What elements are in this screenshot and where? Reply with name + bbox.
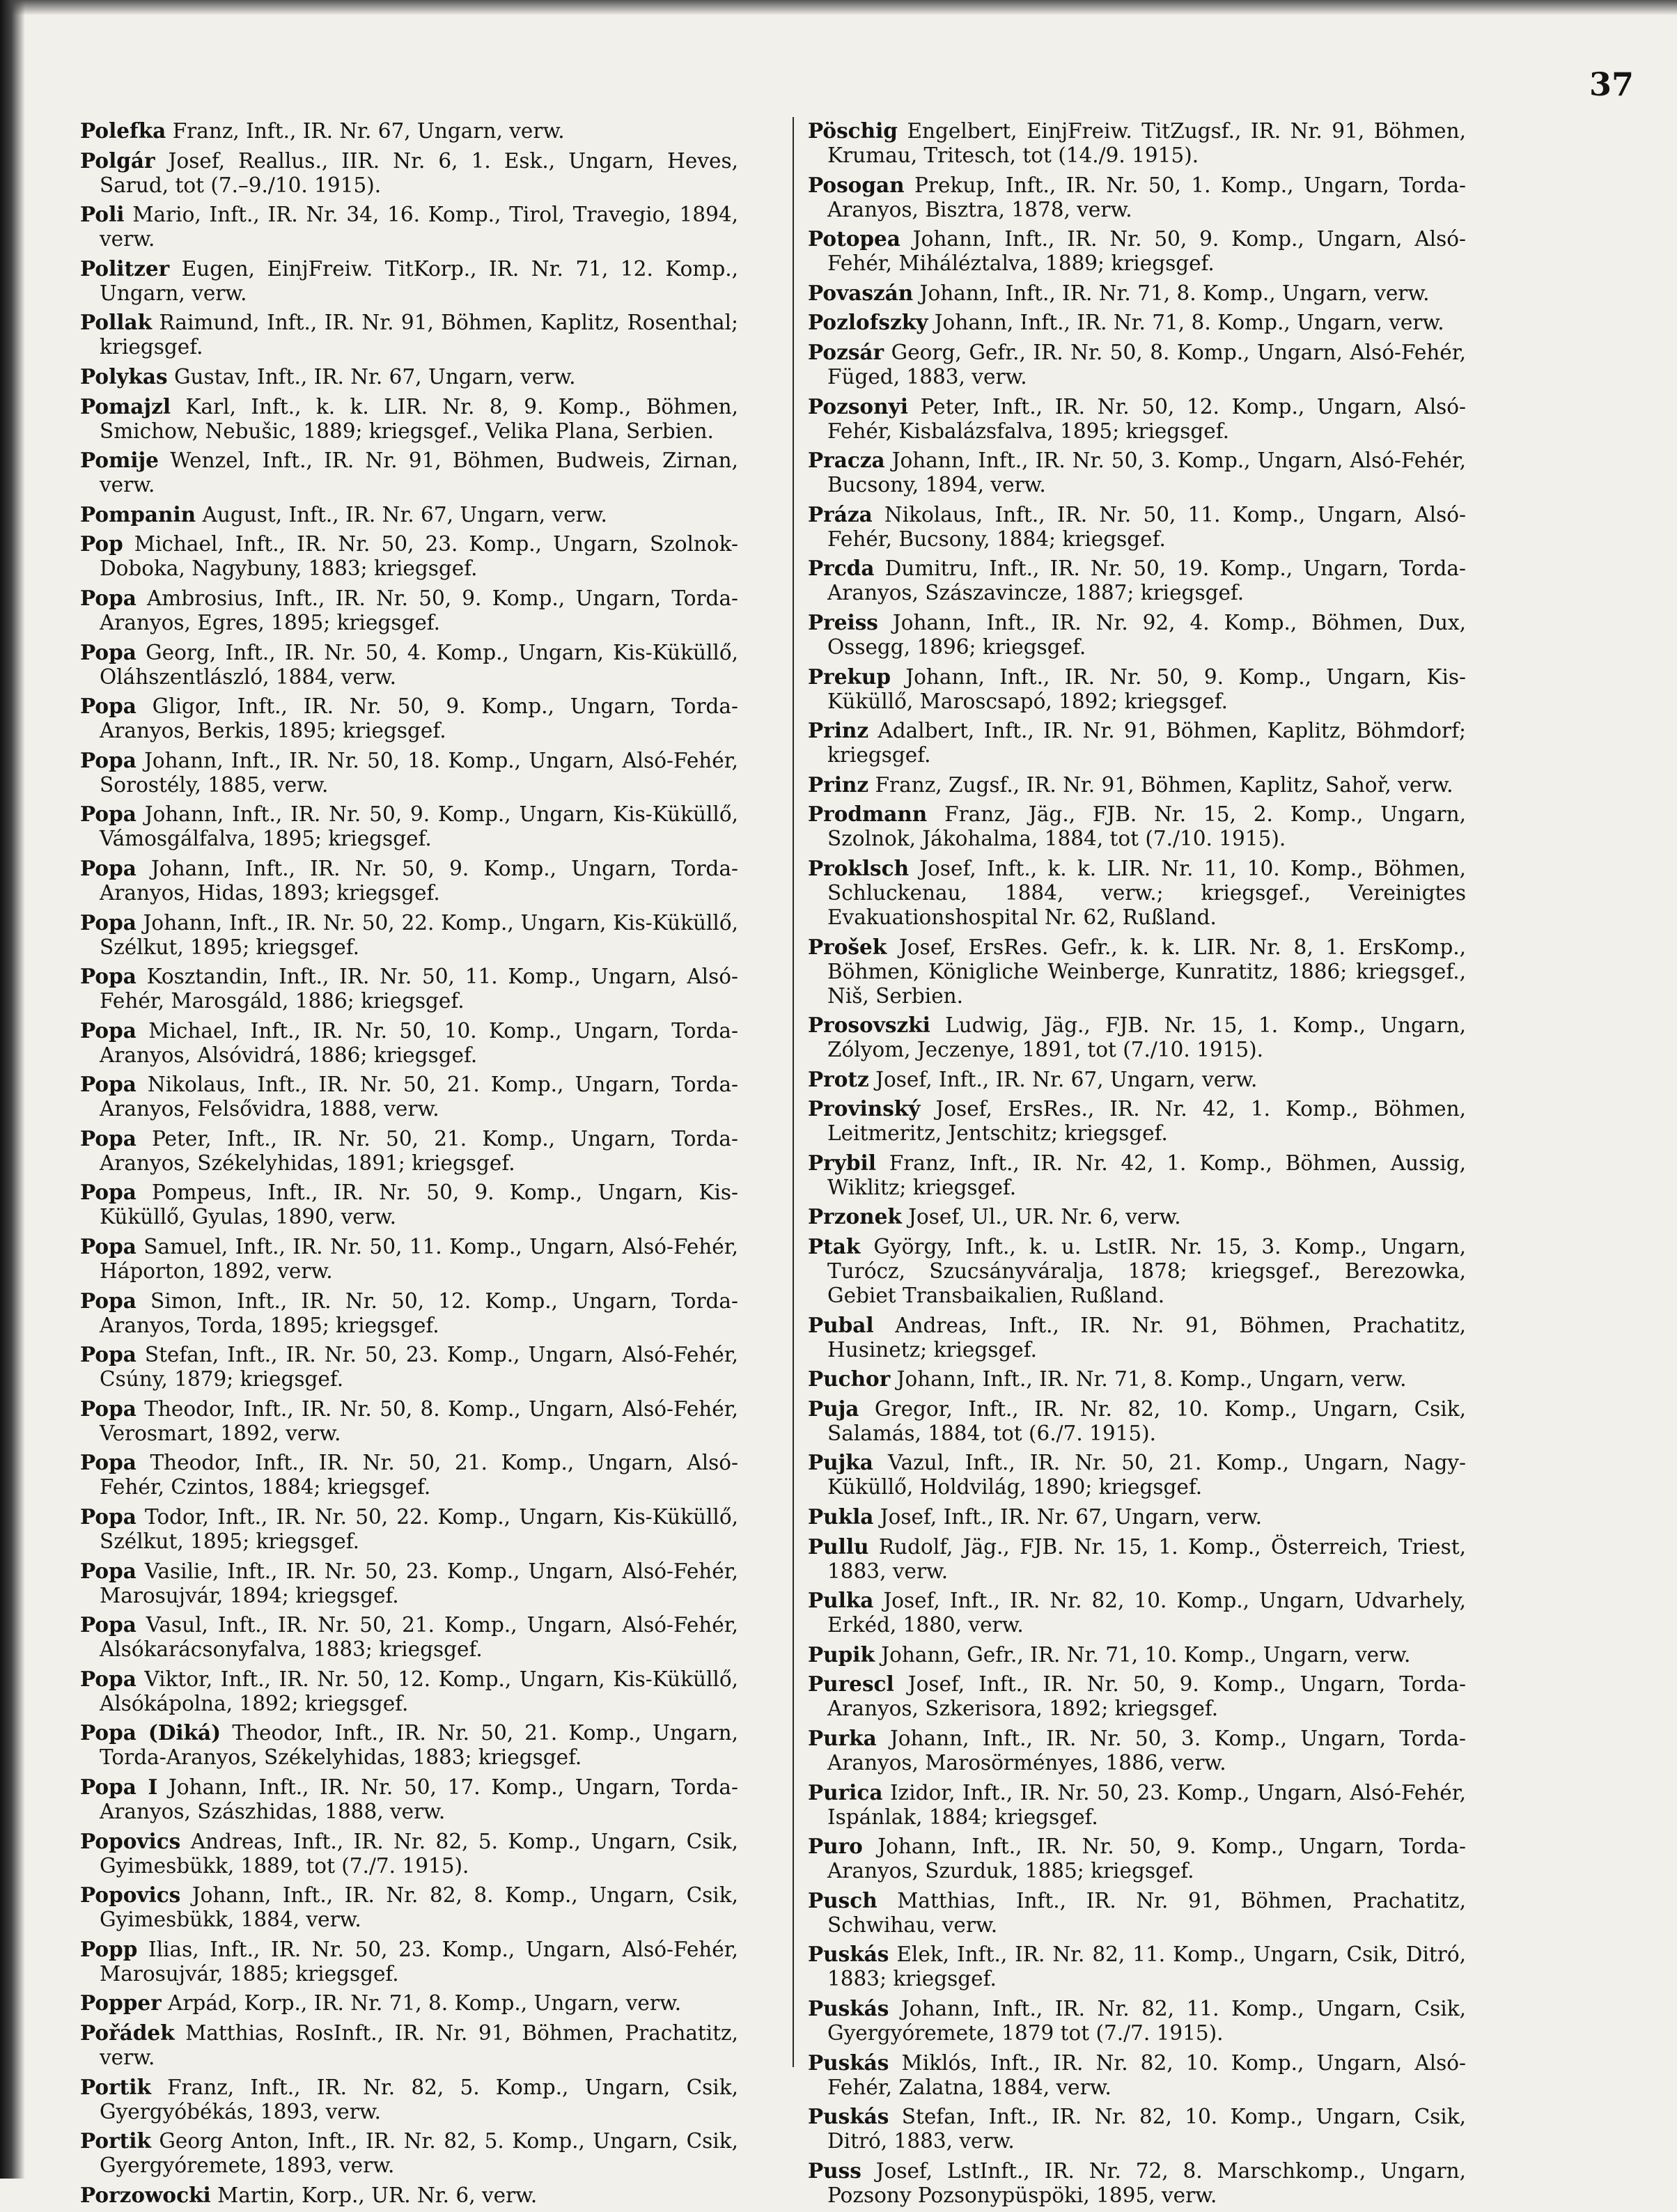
- entry-details: György, Inft., k. u. LstIR. Nr. 15, 3. Komp., Ungarn, Turócz, Szucsányváralja, 1878; kriegsgef., Berezowka, Gebiet Transbaikalien, Rußland.: [827, 1235, 1466, 1308]
- entry-details: Arpád, Korp., IR. Nr. 71, 8. Komp., Ungarn, verw.: [168, 1991, 682, 2016]
- register-entry: [80, 202, 738, 251]
- entry-details: Georg, Inft., IR. Nr. 50, 4. Komp., Ungarn, Kis-Küküllő, Oláhszentlászló, 1884, verw.: [100, 640, 738, 689]
- entry-surname: Purica: [808, 1779, 883, 1805]
- register-entry: [80, 1234, 738, 1284]
- entry-surname: Pozsár: [808, 339, 884, 364]
- entry-details: Gustav, Inft., IR. Nr. 67, Ungarn, verw.: [173, 364, 576, 389]
- register-entry: [808, 281, 1466, 306]
- column-divider: [793, 117, 794, 2067]
- entry-surname: Purescl: [808, 1672, 894, 1697]
- register-entry: [80, 802, 738, 851]
- entry-details: Franz, Inft., IR. Nr. 42, 1. Komp., Böhmen, Aussig, Wiklitz; kriegsgef.: [827, 1151, 1466, 1199]
- entry-details: Johann, Inft., IR. Nr. 50, 22. Komp., Ungarn, Kis-Küküllő, Szélkut, 1895; kriegsgef.: [100, 910, 738, 959]
- entry-surname: Popa: [80, 855, 136, 880]
- entry-details: Engelbert, EinjFreiw. TitZugsf., IR. Nr. 91, Böhmen, Krumau, Tritesch, tot (14./9. 1915).: [827, 119, 1466, 167]
- entry-surname: Popa: [80, 1342, 136, 1367]
- entry-details: Kosztandin, Inft., IR. Nr. 50, 11. Komp., Ungarn, Alsó-Fehér, Marosgáld, 1886; kriegsgef.: [100, 965, 738, 1013]
- entry-details: Ludwig, Jäg., FJB. Nr. 15, 1. Komp., Ungarn, Zólyom, Jeczenye, 1891, tot (7./10. 1915).: [827, 1013, 1466, 1062]
- entry-details: Josef, Inft., IR. Nr. 50, 9. Komp., Ungarn, Torda-Aranyos, Szkerisora, 1892; kriegsgef.: [827, 1672, 1466, 1721]
- entry-surname: Popa: [80, 1612, 136, 1637]
- entry-surname: Posogan: [808, 172, 905, 197]
- entry-details: Michael, Inft., IR. Nr. 50, 23. Komp., Ungarn, Szolnok-Doboka, Nagybuny, 1883; kriegsgef.: [100, 532, 738, 581]
- entry-details: Michael, Inft., IR. Nr. 50, 10. Komp., Ungarn, Torda-Aranyos, Alsóvidrá, 1886; kriegsgef.: [100, 1018, 738, 1067]
- register-entry: [80, 531, 738, 581]
- register-entry: [808, 1888, 1466, 1938]
- entry-details: Josef, Inft., IR. Nr. 82, 10. Komp., Ungarn, Udvarhely, Erkéd, 1880, verw.: [827, 1589, 1466, 1637]
- entry-surname: Pop: [80, 531, 123, 556]
- entry-details: Franz, Jäg., FJB. Nr. 15, 2. Komp., Ungarn, Szolnok, Jákohalma, 1884, tot (7./10. 1915).: [827, 802, 1466, 851]
- register-entry: [808, 1313, 1466, 1362]
- entry-details: Karl, Inft., k. k. LIR. Nr. 8, 9. Komp., Böhmen, Smichow, Nebušic, 1889; kriegsgef., Velika Plana, Serbien.: [100, 394, 738, 443]
- register-entry: [80, 856, 738, 905]
- entry-details: Josef, ErsRes., IR. Nr. 42, 1. Komp., Böhmen, Leitmeritz, Jentschitz; kriegsgef.: [827, 1097, 1466, 1146]
- entry-surname: Prybil: [808, 1150, 876, 1175]
- entry-details: Andreas, Inft., IR. Nr. 91, Böhmen, Prachatitz, Husinetz; kriegsgef.: [827, 1313, 1466, 1362]
- entry-details: Eugen, EinjFreiw. TitKorp., IR. Nr. 71, 12. Komp., Ungarn, verw.: [100, 256, 738, 305]
- entry-details: Peter, Inft., IR. Nr. 50, 12. Komp., Ungarn, Alsó-Fehér, Kisbalázsfalva, 1895; kriegsgef.: [827, 394, 1466, 443]
- entry-surname: Puchor: [808, 1366, 891, 1392]
- entry-details: Franz, Zugsf., IR. Nr. 91, Böhmen, Kaplitz, Sahoř, verw.: [875, 772, 1453, 797]
- entry-surname: Popa: [80, 910, 136, 935]
- register-entry: [80, 694, 738, 743]
- entry-details: Nikolaus, Inft., IR. Nr. 50, 11. Komp., Ungarn, Alsó-Fehér, Bucsony, 1884; kriegsgef.: [827, 502, 1466, 551]
- entry-surname: Portik: [80, 2128, 151, 2153]
- entry-details: Andreas, Inft., IR. Nr. 82, 5. Komp., Ungarn, Csik, Gyimesbükk, 1889, tot (7./7. 1915).: [100, 1829, 738, 1878]
- register-entry: [80, 1288, 738, 1338]
- entry-details: Dumitru, Inft., IR. Nr. 50, 19. Komp., Ungarn, Torda-Aranyos, Szászavincze, 1887; kriegsgef.: [827, 556, 1466, 605]
- entry-surname: Portik: [80, 2074, 151, 2099]
- register-entry: [808, 1942, 1466, 1991]
- entry-details: Izidor, Inft., IR. Nr. 50, 23. Komp., Ungarn, Alsó-Fehér, Ispánlak, 1884; kriegsgef.: [827, 1780, 1466, 1829]
- entry-details: Johann, Inft., IR. Nr. 71, 8. Komp., Ungarn, verw.: [934, 311, 1444, 335]
- entry-surname: Popovics: [80, 1828, 181, 1853]
- register-entry: [80, 964, 738, 1013]
- entry-surname: Poli: [80, 202, 125, 227]
- entry-surname: Prinz: [808, 772, 869, 797]
- entry-surname: Pujka: [808, 1450, 873, 1475]
- register-entry: [80, 1667, 738, 1716]
- entry-surname: Popa: [80, 1072, 136, 1097]
- entry-details: Wenzel, Inft., IR. Nr. 91, Böhmen, Budweis, Zirnan, verw.: [100, 449, 738, 497]
- entry-surname: Prosovszki: [808, 1013, 930, 1038]
- entry-surname: Pollak: [80, 310, 153, 335]
- entry-details: Simon, Inft., IR. Nr. 50, 12. Komp., Ungarn, Torda-Aranyos, Torda, 1895; kriegsgef.: [100, 1288, 738, 1337]
- register-entry: [808, 1504, 1466, 1529]
- entry-surname: Popa: [80, 1288, 136, 1313]
- entry-details: Johann, Inft., IR. Nr. 92, 4. Komp., Böhmen, Dux, Ossegg, 1896; kriegsgef.: [827, 610, 1466, 659]
- entry-surname: Popa: [80, 1126, 136, 1151]
- register-entry: [808, 1013, 1466, 1062]
- entry-details: Johann, Inft., IR. Nr. 50, 9. Komp., Ungarn, Kis-Küküllő, Maroscsapó, 1892; kriegsgef.: [827, 664, 1466, 713]
- entry-details: Prekup, Inft., IR. Nr. 50, 1. Komp., Ungarn, Torda-Aranyos, Bisztra, 1878, verw.: [827, 173, 1466, 221]
- entry-details: Theodor, Inft., IR. Nr. 50, 21. Komp., Ungarn, Torda-Aranyos, Székelyhidas, 1883; kriegsgef.: [100, 1721, 738, 1770]
- register-entry: [808, 1096, 1466, 1146]
- entry-surname: Pupik: [808, 1642, 875, 1667]
- entry-surname: Popa: [80, 1450, 136, 1475]
- entry-surname: Pořádek: [80, 2020, 175, 2045]
- register-entry: [80, 1612, 738, 1662]
- register-entry: [808, 935, 1466, 1008]
- register-entry: [808, 1588, 1466, 1637]
- entry-surname: Polgár: [80, 148, 155, 173]
- entry-surname: Popa: [80, 1558, 136, 1583]
- register-entry: [80, 586, 738, 635]
- entry-details: Matthias, RosInft., IR. Nr. 91, Böhmen, Prachatitz, verw.: [100, 2020, 738, 2069]
- entry-details: Theodor, Inft., IR. Nr. 50, 8. Komp., Ungarn, Alsó-Fehér, Verosmart, 1892, verw.: [100, 1396, 738, 1445]
- entry-surname: Preiss: [808, 609, 878, 634]
- entry-details: Josef, LstInft., IR. Nr. 72, 8. Marschkomp., Ungarn, Pozsony Pozsonypüspöki, 1895, verw.: [827, 2158, 1466, 2207]
- register-entry: [808, 1834, 1466, 1883]
- register-entry: [808, 610, 1466, 660]
- entry-surname: Prinz: [808, 718, 869, 743]
- entry-details: Miklós, Inft., IR. Nr. 82, 10. Komp., Ungarn, Alsó-Fehér, Zalatna, 1884, verw.: [827, 2050, 1466, 2099]
- entry-details: Rudolf, Jäg., FJB. Nr. 15, 1. Komp., Österreich, Triest, 1883, verw.: [827, 1534, 1466, 1583]
- entry-surname: Potopea: [808, 226, 900, 251]
- entry-details: Johann, Inft., IR. Nr. 82, 8. Komp., Ungarn, Csik, Gyimesbükk, 1884, verw.: [100, 1883, 738, 1932]
- register-entry: [80, 2183, 738, 2208]
- register-entry: [80, 148, 738, 198]
- entry-surname: Puskás: [808, 2050, 889, 2075]
- entry-details: Franz, Inft., IR. Nr. 67, Ungarn, verw.: [172, 119, 565, 143]
- register-entry: [80, 1018, 738, 1068]
- entry-surname: Puja: [808, 1396, 859, 1421]
- entry-surname: Pomije: [80, 448, 159, 473]
- entry-surname: Pulka: [808, 1588, 874, 1613]
- register-entry: [80, 1991, 738, 2016]
- entry-details: Josef, Inft., IR. Nr. 67, Ungarn, verw.: [880, 1505, 1263, 1529]
- entry-details: Johann, Inft., IR. Nr. 50, 9. Komp., Ungarn, Kis-Küküllő, Vámosgálfalva, 1895; kriegsgef.: [100, 802, 738, 851]
- entry-surname: Purka: [808, 1726, 877, 1750]
- entry-surname: Popa: [80, 585, 136, 610]
- entry-surname: Puskás: [808, 1942, 889, 1967]
- entry-surname: Pozsonyi: [808, 394, 908, 419]
- entry-surname: Provinský: [808, 1096, 921, 1121]
- entry-details: Johann, Inft., IR. Nr. 50, 3. Komp., Ungarn, Torda-Aranyos, Marosörményes, 1886, verw.: [827, 1727, 1466, 1775]
- register-entry: [808, 1151, 1466, 1200]
- register-entry: [808, 1366, 1466, 1392]
- register-entry: [808, 2158, 1466, 2208]
- entry-surname: Práza: [808, 501, 873, 527]
- entry-surname: Proklsch: [808, 855, 910, 880]
- register-entry: [80, 1180, 738, 1229]
- left-column: [80, 118, 738, 2212]
- entry-details: Stefan, Inft., IR. Nr. 50, 23. Komp., Ungarn, Alsó-Fehér, Csúny, 1879; kriegsgef.: [100, 1343, 738, 1392]
- entry-surname: Pöschig: [808, 118, 898, 143]
- register-entry: [808, 718, 1466, 768]
- entry-surname: Prekup: [808, 664, 891, 689]
- entry-surname: Popa: [80, 1180, 136, 1205]
- register-entry: [808, 1396, 1466, 1446]
- entry-details: Gligor, Inft., IR. Nr. 50, 9. Komp., Ungarn, Torda-Aranyos, Berkis, 1895; kriegsgef.: [100, 694, 738, 743]
- entry-surname: Porzowocki: [80, 2182, 211, 2207]
- register-entry: [808, 802, 1466, 851]
- entry-surname: Popper: [80, 1991, 162, 2016]
- scan-binding-shadow: [0, 0, 25, 2179]
- register-entry: [80, 910, 738, 960]
- entry-surname: Protz: [808, 1066, 869, 1091]
- entry-surname: Pomajzl: [80, 394, 171, 419]
- register-entry: [808, 1672, 1466, 1721]
- register-entry: [808, 772, 1466, 797]
- entry-surname: Przonek: [808, 1204, 902, 1229]
- entry-surname: Puss: [808, 2158, 861, 2183]
- entry-details: Josef, Reallus., IIR. Nr. 6, 1. Esk., Ungarn, Heves, Sarud, tot (7.–9./10. 1915).: [100, 148, 738, 197]
- entry-details: Vazul, Inft., IR. Nr. 50, 21. Komp., Ungarn, Nagy-Küküllő, Holdvilág, 1890; kriegsgef.: [827, 1451, 1466, 1500]
- entry-surname: Popa: [80, 1018, 136, 1043]
- entry-surname: Pracza: [808, 448, 885, 473]
- register-entry: [80, 1072, 738, 1121]
- register-entry: [808, 2104, 1466, 2153]
- register-entry: [80, 1126, 738, 1176]
- entry-details: Nikolaus, Inft., IR. Nr. 50, 21. Komp., Ungarn, Torda-Aranyos, Felsővidra, 1888, verw.: [100, 1073, 738, 1121]
- entry-surname: Pusch: [808, 1887, 878, 1913]
- register-entry: [808, 1534, 1466, 1584]
- register-entry: [80, 1829, 738, 1878]
- register-entry: [80, 2075, 738, 2124]
- entry-surname: Popa: [80, 1504, 136, 1529]
- entry-surname: Popa: [80, 1234, 136, 1259]
- entry-details: Pompeus, Inft., IR. Nr. 50, 9. Komp., Ungarn, Kis-Küküllő, Gyulas, 1890, verw.: [100, 1181, 738, 1229]
- entry-details: Johann, Inft., IR. Nr. 50, 9. Komp., Ungarn, Torda-Aranyos, Hidas, 1893; kriegsgef.: [100, 856, 738, 905]
- register-entry: [808, 556, 1466, 605]
- entry-surname: Pompanin: [80, 501, 196, 527]
- register-entry: [80, 1342, 738, 1392]
- entry-details: Georg Anton, Inft., IR. Nr. 82, 5. Komp., Ungarn, Csik, Gyergyóremete, 1893, verw.: [100, 2129, 738, 2178]
- register-entry: [80, 310, 738, 359]
- entry-surname: Prodmann: [808, 802, 928, 827]
- register-entry: [808, 340, 1466, 389]
- page-number: 37: [1589, 65, 1634, 103]
- register-entry: [80, 394, 738, 444]
- register-entry: [808, 226, 1466, 276]
- entry-surname: Prošek: [808, 934, 887, 959]
- register-entry: [808, 1780, 1466, 1830]
- register-entry: [80, 1504, 738, 1554]
- entry-details: Viktor, Inft., IR. Nr. 50, 12. Komp., Ungarn, Kis-Küküllő, Alsókápolna, 1892; kriegsgef.: [100, 1667, 738, 1715]
- entry-surname: Pukla: [808, 1504, 874, 1529]
- entry-details: Ambrosius, Inft., IR. Nr. 50, 9. Komp., Ungarn, Torda-Aranyos, Egres, 1895; kriegsgef.: [100, 586, 739, 634]
- entry-details: Peter, Inft., IR. Nr. 50, 21. Komp., Ungarn, Torda-Aranyos, Székelyhidas, 1891; kriegsgef.: [100, 1126, 738, 1175]
- register-entry: [808, 1450, 1466, 1500]
- entry-surname: Popa: [80, 694, 136, 719]
- register-entry: [808, 1996, 1466, 2046]
- entry-details: Elek, Inft., IR. Nr. 82, 11. Komp., Ungarn, Csik, Ditró, 1883; kriegsgef.: [827, 1942, 1466, 1991]
- entry-details: August, Inft., IR. Nr. 67, Ungarn, verw.: [202, 502, 607, 527]
- entry-details: Adalbert, Inft., IR. Nr. 91, Böhmen, Kaplitz, Böhmdorf; kriegsgef.: [827, 719, 1466, 768]
- entry-details: Johann, Inft., IR. Nr. 50, 9. Komp., Ungarn, Torda-Aranyos, Szurduk, 1885; kriegsgef.: [827, 1835, 1466, 1883]
- register-entry: [808, 394, 1466, 444]
- register-entry: [808, 664, 1466, 714]
- entry-details: Mario, Inft., IR. Nr. 34, 16. Komp., Tirol, Travegio, 1894, verw.: [100, 203, 738, 251]
- register-entry: [808, 310, 1466, 335]
- entry-details: Josef, ErsRes. Gefr., k. k. LIR. Nr. 8, 1. ErsKomp., Böhmen, Königliche Weinberge, Kunratitz, 1886; kriegsgef., Niš, Serbien.: [827, 935, 1466, 1008]
- right-column: [808, 118, 1466, 2212]
- entry-details: Vasilie, Inft., IR. Nr. 50, 23. Komp., Ungarn, Alsó-Fehér, Marosujvár, 1894; kriegsgef.: [100, 1559, 738, 1607]
- entry-surname: Polykas: [80, 364, 168, 389]
- entry-surname: Ptak: [808, 1234, 861, 1259]
- entry-details: Vasul, Inft., IR. Nr. 50, 21. Komp., Ungarn, Alsó-Fehér, Alsókarácsonyfalva, 1883; kriegsgef.: [100, 1613, 738, 1662]
- entry-surname: Popa (Diká): [80, 1720, 221, 1745]
- register-entry: [80, 748, 738, 797]
- entry-details: Georg, Gefr., IR. Nr. 50, 8. Komp., Ungarn, Alsó-Fehér, Füged, 1883, verw.: [827, 340, 1466, 389]
- entry-details: Johann, Gefr., IR. Nr. 71, 10. Komp., Ungarn, verw.: [881, 1642, 1411, 1667]
- register-entry: [808, 1234, 1466, 1308]
- entry-details: Josef, Inft., k. k. LIR. Nr. 11, 10. Komp., Böhmen, Schluckenau, 1884, verw.; kriegsgef., Vereinigtes Evakuationshospital Nr. 62, Rußland.: [827, 856, 1466, 929]
- register-entry: [80, 1883, 738, 1932]
- entry-surname: Puskás: [808, 2104, 889, 2129]
- entry-details: Ilias, Inft., IR. Nr. 50, 23. Komp., Ungarn, Alsó-Fehér, Marosujvár, 1885; kriegsgef.: [100, 1937, 738, 1986]
- entry-surname: Pozlofszky: [808, 310, 928, 335]
- register-entry: [808, 1067, 1466, 1092]
- register-entry: [808, 118, 1466, 168]
- register-entry: [80, 1396, 738, 1446]
- entry-details: Todor, Inft., IR. Nr. 50, 22. Komp., Ungarn, Kis-Küküllő, Szélkut, 1895; kriegsgef.: [100, 1505, 738, 1554]
- register-entry: [808, 502, 1466, 552]
- register-entry: [80, 1937, 738, 1986]
- entry-surname: Popa: [80, 964, 136, 989]
- entry-details: Matthias, Inft., IR. Nr. 91, Böhmen, Prachatitz, Schwihau, verw.: [827, 1888, 1466, 1937]
- register-entry: [808, 448, 1466, 497]
- entry-details: Johann, Inft., IR. Nr. 71, 8. Komp., Ungarn, verw.: [896, 1367, 1407, 1392]
- entry-surname: Puro: [808, 1834, 863, 1859]
- entry-details: Johann, Inft., IR. Nr. 50, 18. Komp., Ungarn, Alsó-Fehér, Sorostély, 1885, verw.: [100, 748, 738, 797]
- register-entry: [80, 2128, 738, 2178]
- register-entry: [80, 256, 738, 306]
- entry-details: Franz, Inft., IR. Nr. 82, 5. Komp., Ungarn, Csik, Gyergyóbékás, 1893, verw.: [100, 2075, 738, 2124]
- register-entry: [808, 1726, 1466, 1775]
- entry-details: Johann, Inft., IR. Nr. 50, 9. Komp., Ungarn, Alsó-Fehér, Miháléztalva, 1889; kriegsgef.: [827, 227, 1466, 276]
- register-entry: [80, 502, 738, 527]
- register-entry: [80, 1559, 738, 1608]
- register-entry: [80, 118, 738, 143]
- entry-surname: Popa: [80, 802, 136, 827]
- entry-details: Theodor, Inft., IR. Nr. 50, 21. Komp., Ungarn, Alsó-Fehér, Czintos, 1884; kriegsgef.: [100, 1451, 738, 1500]
- entry-surname: Popa I: [80, 1775, 158, 1799]
- entry-surname: Popovics: [80, 1883, 181, 1908]
- entry-surname: Popa: [80, 639, 136, 664]
- entry-details: Stefan, Inft., IR. Nr. 82, 10. Komp., Ungarn, Csik, Ditró, 1883, verw.: [827, 2105, 1466, 2153]
- scan-top-shadow: [0, 0, 1677, 15]
- entry-details: Johann, Inft., IR. Nr. 82, 11. Komp., Ungarn, Csik, Gyergyóremete, 1879 tot (7./7. 1915).: [827, 1996, 1466, 2045]
- register-entry: [80, 364, 738, 389]
- entry-surname: Popa: [80, 1666, 136, 1691]
- entry-details: Martin, Korp., UR. Nr. 6, verw.: [217, 2183, 538, 2207]
- entry-details: Johann, Inft., IR. Nr. 50, 3. Komp., Ungarn, Alsó-Fehér, Bucsony, 1894, verw.: [827, 449, 1466, 497]
- register-entry: [808, 856, 1466, 930]
- register-entry: [80, 1450, 738, 1500]
- entry-surname: Pullu: [808, 1534, 869, 1559]
- register-entry: [80, 2020, 738, 2070]
- register-entry: [808, 1642, 1466, 1667]
- register-entry: [808, 173, 1466, 222]
- register-entry: [80, 1720, 738, 1770]
- entry-surname: Politzer: [80, 256, 170, 281]
- entry-details: Johann, Inft., IR. Nr. 71, 8. Komp., Ungarn, verw.: [919, 281, 1430, 305]
- entry-surname: Pubal: [808, 1312, 874, 1337]
- entry-surname: Popa: [80, 1396, 136, 1421]
- entry-details: Gregor, Inft., IR. Nr. 82, 10. Komp., Ungarn, Csik, Salamás, 1884, tot (6./7. 1915).: [827, 1396, 1466, 1445]
- entry-surname: Popp: [80, 1936, 138, 1961]
- entry-surname: Puskás: [808, 1995, 889, 2020]
- entry-surname: Povaszán: [808, 280, 914, 305]
- register-entry: [808, 2050, 1466, 2100]
- entry-surname: Polefka: [80, 118, 166, 143]
- register-entry: [80, 640, 738, 690]
- register-entry: [80, 448, 738, 497]
- register-entry: [808, 1204, 1466, 1229]
- entry-details: Raimund, Inft., IR. Nr. 91, Böhmen, Kaplitz, Rosenthal; kriegsgef.: [100, 311, 738, 359]
- entry-details: Johann, Inft., IR. Nr. 50, 17. Komp., Ungarn, Torda-Aranyos, Szászhidas, 1888, verw.: [100, 1775, 738, 1823]
- entry-details: Samuel, Inft., IR. Nr. 50, 11. Komp., Ungarn, Alsó-Fehér, Háporton, 1892, verw.: [100, 1235, 738, 1284]
- entry-details: Josef, Inft., IR. Nr. 67, Ungarn, verw.: [875, 1067, 1258, 1091]
- entry-details: Josef, Ul., UR. Nr. 6, verw.: [908, 1205, 1181, 1229]
- entry-surname: Prcda: [808, 556, 875, 581]
- entry-surname: Popa: [80, 747, 136, 772]
- register-entry: [80, 1775, 738, 1824]
